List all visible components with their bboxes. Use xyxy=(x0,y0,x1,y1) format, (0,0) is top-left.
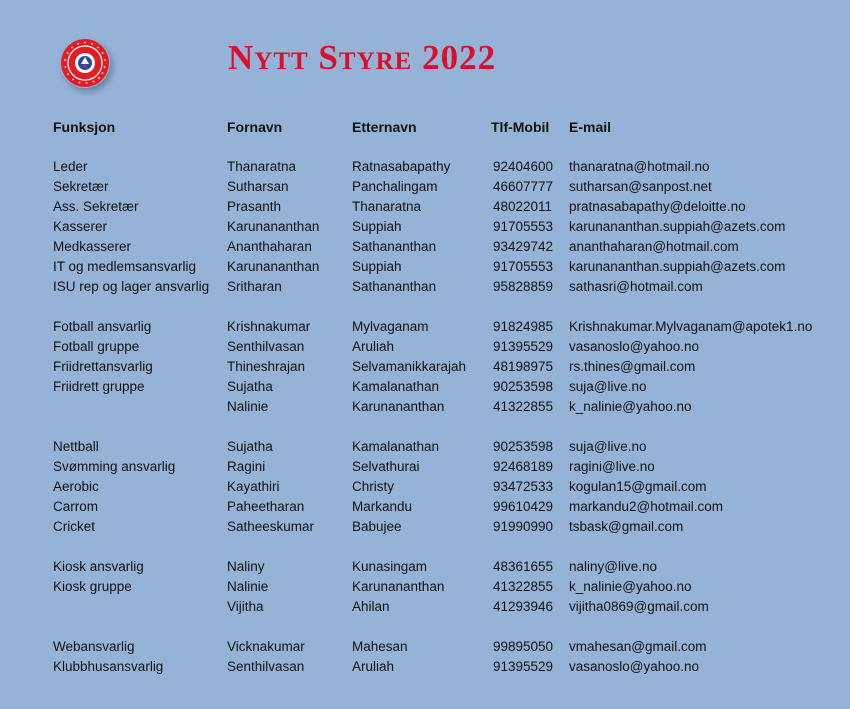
page-title: Nytt Styre 2022 xyxy=(228,38,497,77)
cell-tlf-mobil: 91395529 xyxy=(493,659,554,674)
table-row xyxy=(0,597,850,617)
cell-etternavn: Mylvaganam xyxy=(352,319,429,334)
cell-email[interactable]: kogulan15@gmail.com xyxy=(569,479,707,494)
table-row xyxy=(0,257,850,277)
cell-fornavn: Kayathiri xyxy=(227,479,280,494)
table-row xyxy=(0,437,850,457)
cell-tlf-mobil: 90253598 xyxy=(493,379,554,394)
cell-etternavn: Ratnasabapathy xyxy=(352,159,451,174)
cell-etternavn: Sathananthan xyxy=(352,239,437,254)
table-row xyxy=(0,157,850,177)
cell-funksjon: Kasserer xyxy=(53,219,108,234)
cell-funksjon: IT og medlemsansvarlig xyxy=(53,259,197,274)
cell-fornavn: Sritharan xyxy=(227,279,282,294)
cell-email[interactable]: sutharsan@sanpost.net xyxy=(569,179,712,194)
club-logo-icon xyxy=(60,38,110,88)
cell-email[interactable]: vasanoslo@yahoo.no xyxy=(569,659,700,674)
cell-tlf-mobil: 93472533 xyxy=(493,479,554,494)
cell-email[interactable]: k_nalinie@yahoo.no xyxy=(569,399,692,414)
table-row xyxy=(0,517,850,537)
cell-etternavn: Christy xyxy=(352,479,395,494)
cell-funksjon: Cricket xyxy=(53,519,96,534)
cell-etternavn: Panchalingam xyxy=(352,179,438,194)
cell-etternavn: Selvamanikkarajah xyxy=(352,359,467,374)
cell-fornavn: Vijitha xyxy=(227,599,264,614)
cell-etternavn: Ahilan xyxy=(352,599,390,614)
cell-funksjon: Fotball gruppe xyxy=(53,339,140,354)
cell-email[interactable]: Krishnakumar.Mylvaganam@apotek1.no xyxy=(569,319,813,334)
cell-funksjon: ISU rep og lager ansvarlig xyxy=(53,279,210,294)
table-row xyxy=(0,637,850,657)
cell-tlf-mobil: 91824985 xyxy=(493,319,554,334)
table-row xyxy=(0,357,850,377)
table-row xyxy=(0,577,850,597)
table-row xyxy=(0,277,850,297)
cell-tlf-mobil: 41293946 xyxy=(493,599,554,614)
cell-fornavn: Nalinie xyxy=(227,399,269,414)
cell-funksjon: Webansvarlig xyxy=(53,639,135,654)
cell-fornavn: Paheetharan xyxy=(227,499,305,514)
cell-etternavn: Suppiah xyxy=(352,259,402,274)
cell-etternavn: Karunananthan xyxy=(352,399,445,414)
cell-funksjon: Carrom xyxy=(53,499,99,514)
cell-email[interactable]: tsbask@gmail.com xyxy=(569,519,684,534)
cell-funksjon: Friidrettansvarlig xyxy=(53,359,153,374)
cell-fornavn: Thanaratna xyxy=(227,159,297,174)
cell-fornavn: Satheeskumar xyxy=(227,519,315,534)
table-row xyxy=(0,397,850,417)
cell-tlf-mobil: 91705553 xyxy=(493,259,554,274)
cell-tlf-mobil: 91990990 xyxy=(493,519,554,534)
cell-fornavn: Prasanth xyxy=(227,199,282,214)
cell-email[interactable]: suja@live.no xyxy=(569,439,647,454)
cell-fornavn: Karunananthan xyxy=(227,259,320,274)
table-row xyxy=(0,497,850,517)
cell-tlf-mobil: 93429742 xyxy=(493,239,554,254)
cell-email[interactable]: pratnasabapathy@deloitte.no xyxy=(569,199,746,214)
cell-tlf-mobil: 95828859 xyxy=(493,279,554,294)
cell-etternavn: Babujee xyxy=(352,519,402,534)
cell-email[interactable]: karunananthan.suppiah@azets.com xyxy=(569,219,786,234)
table-row xyxy=(0,377,850,397)
cell-tlf-mobil: 99895050 xyxy=(493,639,554,654)
cell-fornavn: Karunananthan xyxy=(227,219,320,234)
cell-email[interactable]: karunananthan.suppiah@azets.com xyxy=(569,259,786,274)
cell-funksjon: Sekretær xyxy=(53,179,109,194)
cell-etternavn: Kamalanathan xyxy=(352,439,440,454)
cell-etternavn: Mahesan xyxy=(352,639,408,654)
cell-funksjon: Ass. Sekretær xyxy=(53,199,139,214)
cell-fornavn: Krishnakumar xyxy=(227,319,311,334)
cell-funksjon: Nettball xyxy=(53,439,99,454)
cell-etternavn: Aruliah xyxy=(352,659,395,674)
table-row xyxy=(0,217,850,237)
cell-funksjon: Kiosk ansvarlig xyxy=(53,559,144,574)
cell-funksjon: Svømming ansvarlig xyxy=(53,459,176,474)
table-row xyxy=(0,657,850,677)
cell-funksjon: Aerobic xyxy=(53,479,99,494)
cell-email[interactable]: vasanoslo@yahoo.no xyxy=(569,339,700,354)
column-header-fornavn: Fornavn xyxy=(227,119,283,135)
table-row xyxy=(0,337,850,357)
cell-etternavn: Aruliah xyxy=(352,339,395,354)
cell-tlf-mobil: 92404600 xyxy=(493,159,554,174)
cell-funksjon: Klubbhusansvarlig xyxy=(53,659,164,674)
cell-tlf-mobil: 99610429 xyxy=(493,499,554,514)
cell-email[interactable]: k_nalinie@yahoo.no xyxy=(569,579,692,594)
cell-fornavn: Nalinie xyxy=(227,579,269,594)
cell-fornavn: Sujatha xyxy=(227,379,273,394)
cell-etternavn: Karunananthan xyxy=(352,579,445,594)
cell-fornavn: Sutharsan xyxy=(227,179,289,194)
column-header-funksjon: Funksjon xyxy=(53,119,116,135)
cell-tlf-mobil: 91705553 xyxy=(493,219,554,234)
cell-funksjon: Fotball ansvarlig xyxy=(53,319,152,334)
cell-tlf-mobil: 46607777 xyxy=(493,179,554,194)
cell-tlf-mobil: 41322855 xyxy=(493,399,554,414)
cell-email[interactable]: markandu2@hotmail.com xyxy=(569,499,724,514)
table-header xyxy=(0,117,850,137)
cell-email[interactable]: thanaratna@hotmail.no xyxy=(569,159,710,174)
cell-email[interactable]: ananthaharan@hotmail.com xyxy=(569,239,739,254)
cell-etternavn: Kunasingam xyxy=(352,559,428,574)
cell-email[interactable]: vijitha0869@gmail.com xyxy=(569,599,709,614)
cell-funksjon: Medkasserer xyxy=(53,239,132,254)
cell-fornavn: Ragini xyxy=(227,459,266,474)
cell-etternavn: Markandu xyxy=(352,499,413,514)
table-row xyxy=(0,317,850,337)
table-row xyxy=(0,197,850,217)
table-row xyxy=(0,237,850,257)
cell-etternavn: Selvathurai xyxy=(352,459,420,474)
table-row xyxy=(0,457,850,477)
column-header-etternavn: Etternavn xyxy=(352,119,417,135)
table-row xyxy=(0,177,850,197)
cell-etternavn: Suppiah xyxy=(352,219,402,234)
cell-tlf-mobil: 90253598 xyxy=(493,439,554,454)
cell-fornavn: Senthilvasan xyxy=(227,339,305,354)
cell-funksjon: Leder xyxy=(53,159,88,174)
cell-tlf-mobil: 41322855 xyxy=(493,579,554,594)
column-header-tlf-mobil: Tlf-Mobil xyxy=(491,119,550,135)
cell-fornavn: Vicknakumar xyxy=(227,639,305,654)
cell-tlf-mobil: 48022011 xyxy=(493,199,553,214)
cell-fornavn: Thineshrajan xyxy=(227,359,306,374)
cell-email[interactable]: naliny@live.no xyxy=(569,559,658,574)
cell-email[interactable]: rs.thines@gmail.com xyxy=(569,359,696,374)
cell-email[interactable]: vmahesan@gmail.com xyxy=(569,639,707,654)
cell-tlf-mobil: 92468189 xyxy=(493,459,554,474)
cell-fornavn: Senthilvasan xyxy=(227,659,305,674)
cell-funksjon: Friidrett gruppe xyxy=(53,379,145,394)
cell-etternavn: Sathananthan xyxy=(352,279,437,294)
cell-etternavn: Kamalanathan xyxy=(352,379,440,394)
cell-etternavn: Thanaratna xyxy=(352,199,422,214)
table-row xyxy=(0,557,850,577)
cell-tlf-mobil: 48198975 xyxy=(493,359,554,374)
cell-fornavn: Sujatha xyxy=(227,439,273,454)
column-header-email: E-mail xyxy=(569,119,612,135)
table-row xyxy=(0,477,850,497)
cell-email[interactable]: suja@live.no xyxy=(569,379,647,394)
cell-fornavn: Naliny xyxy=(227,559,265,574)
cell-tlf-mobil: 48361655 xyxy=(493,559,554,574)
cell-tlf-mobil: 91395529 xyxy=(493,339,554,354)
cell-email[interactable]: ragini@live.no xyxy=(569,459,655,474)
cell-fornavn: Ananthaharan xyxy=(227,239,312,254)
cell-email[interactable]: sathasri@hotmail.com xyxy=(569,279,703,294)
cell-funksjon: Kiosk gruppe xyxy=(53,579,132,594)
